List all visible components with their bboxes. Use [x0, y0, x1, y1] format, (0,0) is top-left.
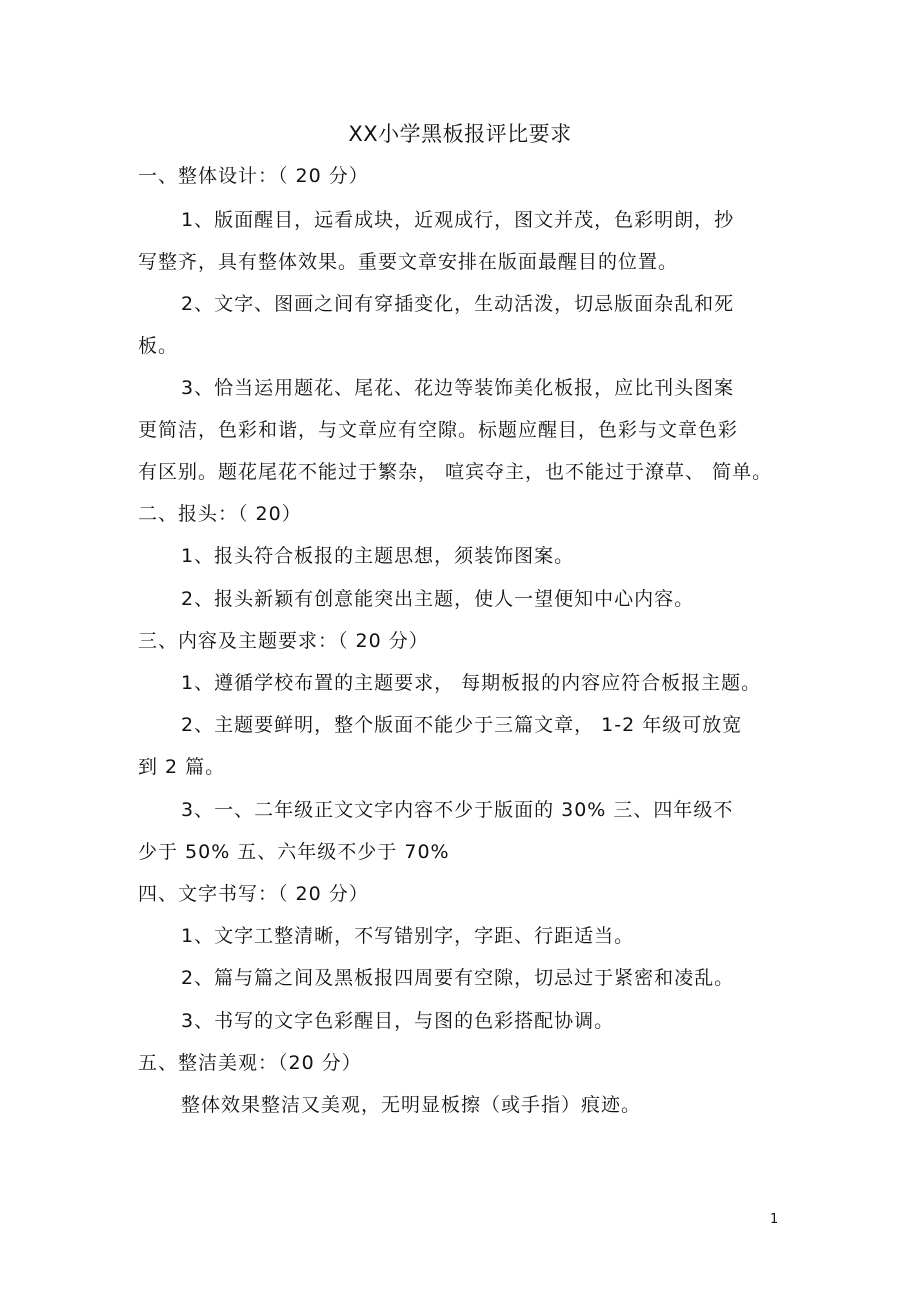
- page-number: 1: [770, 1212, 779, 1227]
- paragraph-line: 2、文字、图画之间有穿插变化，生动活泼，切忌版面杂乱和死: [181, 293, 735, 315]
- document-title: XX小学黑板报评比要求: [348, 122, 572, 146]
- section-heading-content-theme: 三、内容及主题要求：（ 20 分）: [138, 630, 429, 652]
- paragraph-line: 少于 50% 五、六年级不少于 70%: [138, 841, 450, 863]
- paragraph-line: 写整齐，具有整体效果。重要文章安排在版面最醒目的位置。: [138, 251, 679, 273]
- section-heading-tidiness: 五、整洁美观：（20 分）: [138, 1052, 362, 1074]
- paragraph-line: 1、版面醒目，远看成块，近观成行，图文并茂，色彩明朗，抄: [181, 209, 735, 231]
- paragraph-line: 1、文字工整清晰，不写错别字，字距、行距适当。: [181, 925, 635, 947]
- paragraph-line: 1、遵循学校布置的主题要求， 每期板报的内容应符合板报主题。: [181, 672, 762, 694]
- paragraph-line: 2、报头新颖有创意能突出主题，使人一望便知中心内容。: [181, 588, 695, 610]
- section-heading-masthead: 二、报头：（ 20）: [138, 503, 302, 525]
- paragraph-line: 2、篇与篇之间及黑板报四周要有空隙，切忌过于紧密和凌乱。: [181, 967, 735, 989]
- section-heading-overall-design: 一、整体设计：（ 20 分）: [138, 165, 369, 187]
- paragraph-line: 板。: [138, 335, 179, 357]
- section-heading-writing: 四、文字书写：（ 20 分）: [138, 883, 369, 905]
- paragraph-line: 2、主题要鲜明，整个版面不能少于三篇文章， 1-2 年级可放宽: [181, 714, 743, 736]
- paragraph-line: 到 2 篇。: [138, 756, 226, 778]
- paragraph-line: 3、一、二年级正文文字内容不少于版面的 30% 三、四年级不: [181, 799, 734, 821]
- paragraph-line: 3、恰当运用题花、尾花、花边等装饰美化板报，应比刊头图案: [181, 377, 735, 399]
- paragraph-line: 1、报头符合板报的主题思想，须装饰图案。: [181, 545, 575, 567]
- paragraph-line: 3、书写的文字色彩醒目，与图的色彩搭配协调。: [181, 1010, 615, 1032]
- paragraph-line: 有区别。题花尾花不能过于繁杂， 喧宾夺主，也不能过于潦草、 简单。: [138, 461, 773, 483]
- paragraph-line: 整体效果整洁又美观，无明显板擦（或手指）痕迹。: [181, 1094, 642, 1116]
- paragraph-line: 更简洁，色彩和谐，与文章应有空隙。标题应醒目，色彩与文章色彩: [138, 419, 739, 441]
